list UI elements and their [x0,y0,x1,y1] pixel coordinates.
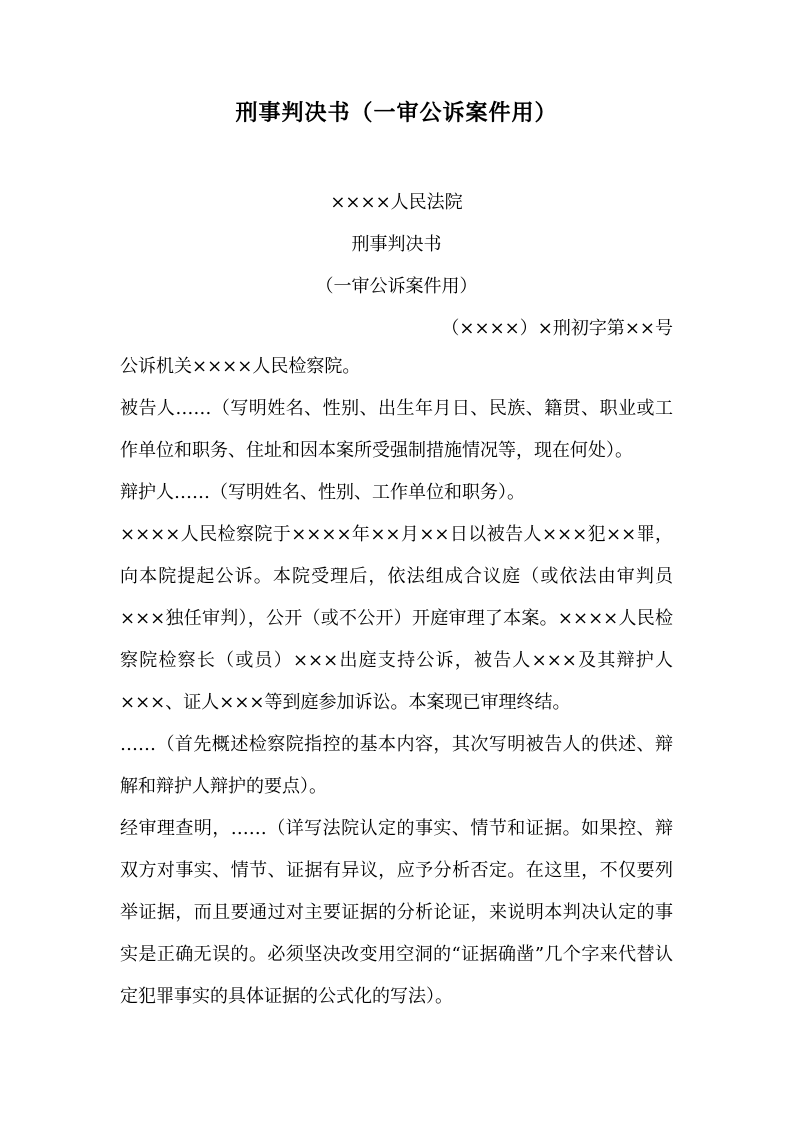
paragraph-findings: 经审理查明，……（详写法院认定的事实、情节和证据。如果控、辩双方对事实、情节、证据有异议，应予分析否定。在这里，不仅要列举证据，而且要通过对主要证据的分析论证，来说明本判决认定的事实是正确无误的。必须坚决改变用空洞的“证据确凿”几个字来代替认定犯罪事实的具体证据的公式化的写法）。 [120,818,673,1007]
document-type: 刑事判决书 [351,234,442,255]
paragraph-case-history: ××××人民检察院于××××年××月××日以被告人×××犯××罪，向本院提起公诉。本院受理后，依法组成合议庭（或依法由审判员×××独任审判），公开（或不公开）开庭审理了本案。××××人民检察院检察长（或员）×××出庭支持公诉，被告人×××及其辩护人×××、证人×××等到庭参加诉讼。本案现已审理终结。 [120,524,673,713]
paragraph-defender: 辩护人……（写明姓名、性别、工作单位和职务）。 [120,482,525,503]
paragraph-prosecutor: 公诉机关××××人民检察院。 [120,356,361,377]
case-number: （××××）×刑初字第××号 [441,318,673,339]
document-subtype: （一审公诉案件用） [315,276,478,297]
document-title: 刑事判决书（一审公诉案件用） [235,100,558,126]
document-body [120,346,673,1018]
court-name: ××××人民法院 [330,192,463,213]
paragraph-defendant: 被告人……（写明姓名、性别、出生年月日、民族、籍贯、职业或工作单位和职务、住址和因本案所受强制措施情况等，现在何处）。 [120,398,673,461]
paragraph-summary: ……（首先概述检察院指控的基本内容，其次写明被告人的供述、辩解和辩护人辩护的要点）。 [120,734,673,797]
